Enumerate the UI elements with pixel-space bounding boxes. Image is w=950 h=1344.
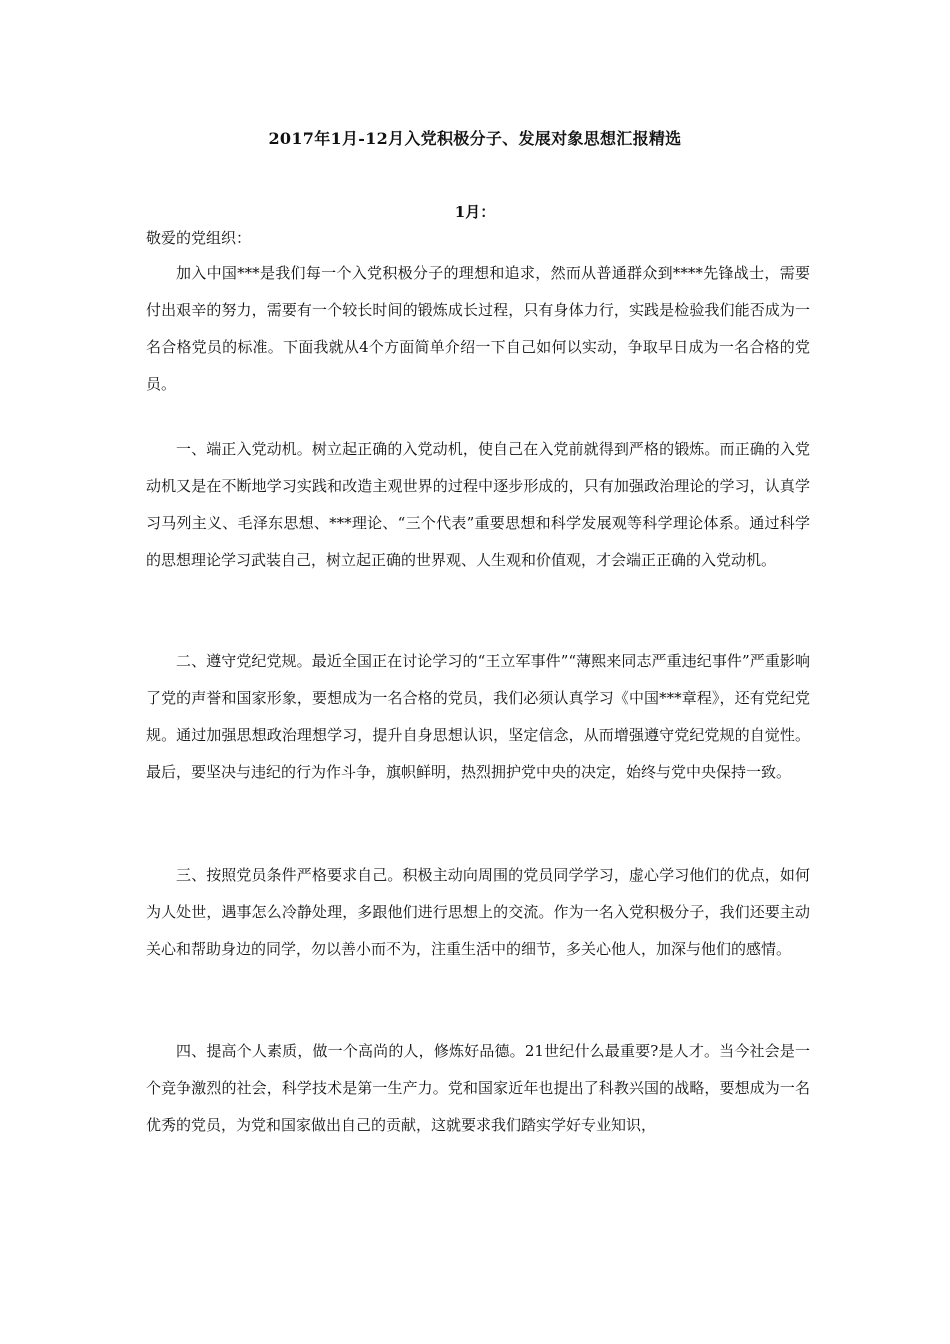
month-heading: 1月： — [454, 203, 496, 221]
salutation: 敬爱的党组织： — [146, 229, 252, 247]
paragraph-intro: 加入中国***是我们每一个入党积极分子的理想和追求，然而从普通群众到****先锋战士，需要付出艰辛的努力，需要有一个较长时间的锻炼成长过程，只有身体力行，实践是检验我们能否成为一名合格党员的标准。下面我就从4个方面简单介绍一下自己如何以实动，争取早日成为一名合格的党员。 — [146, 264, 810, 393]
paragraph-section-three: 三、按照党员条件严格要求自己。积极主动向周围的党员同学学习，虚心学习他们的优点，如何为人处世，遇事怎么冷静处理，多跟他们进行思想上的交流。作为一名入党积极分子，我们还要主动关心和帮助身边的同学，勿以善小而不为，注重生活中的细节，多关心他人，加深与他们的感情。 — [146, 866, 810, 958]
paragraph-section-four: 四、提高个人素质，做一个高尚的人，修炼好品德。21世纪什么最重要?是人才。当今社会是一个竞争激烈的社会，科学技术是第一生产力。党和国家近年也提出了科教兴国的战略，要想成为一名优秀的党员，为党和国家做出自己的贡献，这就要求我们踏实学好专业知识， — [146, 1042, 810, 1134]
paragraph-section-one: 一、端正入党动机。树立起正确的入党动机，使自己在入党前就得到严格的锻炼。而正确的入党动机又是在不断地学习实践和改造主观世界的过程中逐步形成的，只有加强政治理论的学习，认真学习马列主义、毛泽东思想、***理论、“三个代表”重要思想和科学发展观等科学理论体系。通过科学的思想理论学习武装自己，树立起正确的世界观、人生观和价值观，才会端正正确的入党动机。 — [146, 440, 810, 569]
document-title: 2017年1月-12月入党积极分子、发展对象思想汇报精选 — [268, 129, 682, 148]
paragraph-section-two: 二、遵守党纪党规。最近全国正在讨论学习的“王立军事件”“薄熙来同志严重违纪事件”严重影响了党的声誉和国家形象，要想成为一名合格的党员，我们必须认真学习《中国***章程》，还有党纪党规。通过加强思想政治理想学习，提升自身思想认识，坚定信念，从而增强遵守党纪党规的自觉性。最后，要坚决与违纪的行为作斗争，旗帜鲜明，热烈拥护党中央的决定，始终与党中央保持一致。 — [146, 652, 810, 781]
